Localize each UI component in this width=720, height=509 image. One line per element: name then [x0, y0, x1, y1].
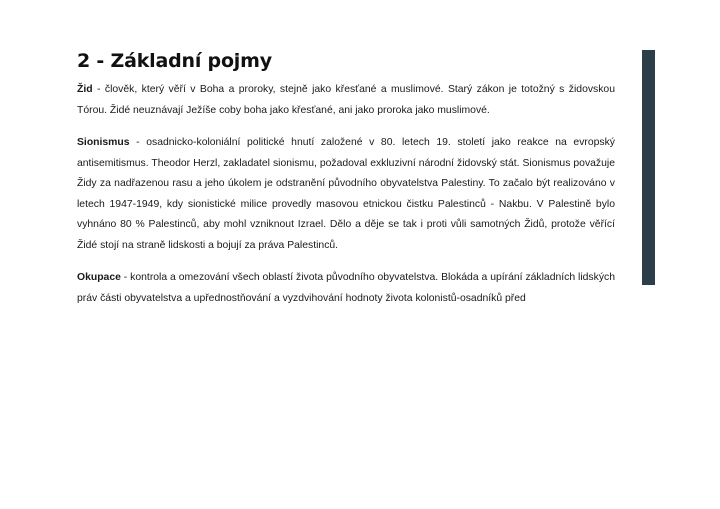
scrollbar[interactable] [642, 50, 655, 285]
section-heading: 2 - Základní pojmy [77, 50, 272, 72]
definition-paragraph-zid [77, 80, 615, 121]
definition-text: - člověk, který věří v Boha a proroky, stejně jako křesťané a muslimové. Starý zákon je totožný s židovskou Tórou. Židé neuznávají Ježíše coby boha jako křesťané, ani jako proroka jako muslimové. [77, 84, 615, 116]
document-content [77, 50, 615, 304]
definition-text: - osadnicko-koloniální politické hnutí založené v 80. letech 19. století jako reakce na evropský antisemitismus. Theodor Herzl, zakladatel sionismu, požadoval exkluzivní národní židovský stát. Sionismus považuje Židy za nadřazenou rasu a jeho úkolem je odstranění původního obyvatelstva Palestiny. To začalo být realizováno v letech 1947-1949, kdy sionistické milice provedly masovou etnickou čistku Palestinců - Nakbu. V Palestině bylo vyhnáno 80 % Palestinců, aby mohl vzniknout Izrael. Dělo a děje se tak i proti vůli samotných Židů, protože věřící Židé stojí na straně lidskosti a bojují za práva Palestinců. [77, 137, 615, 251]
term-label: Sionismus [77, 137, 130, 148]
term-label: Žid [77, 84, 93, 95]
definition-paragraph-okupace [77, 268, 615, 309]
definition-text: - kontrola a omezování všech oblastí života původního obyvatelstva. Blokáda a upírání základních lidských práv části obyvatelstva a upřednostňování a vyzdvihování hodnoty života kolonistů-osadníků před [77, 272, 615, 304]
definition-paragraph-sionismus [77, 133, 615, 256]
term-label: Okupace [77, 272, 121, 283]
